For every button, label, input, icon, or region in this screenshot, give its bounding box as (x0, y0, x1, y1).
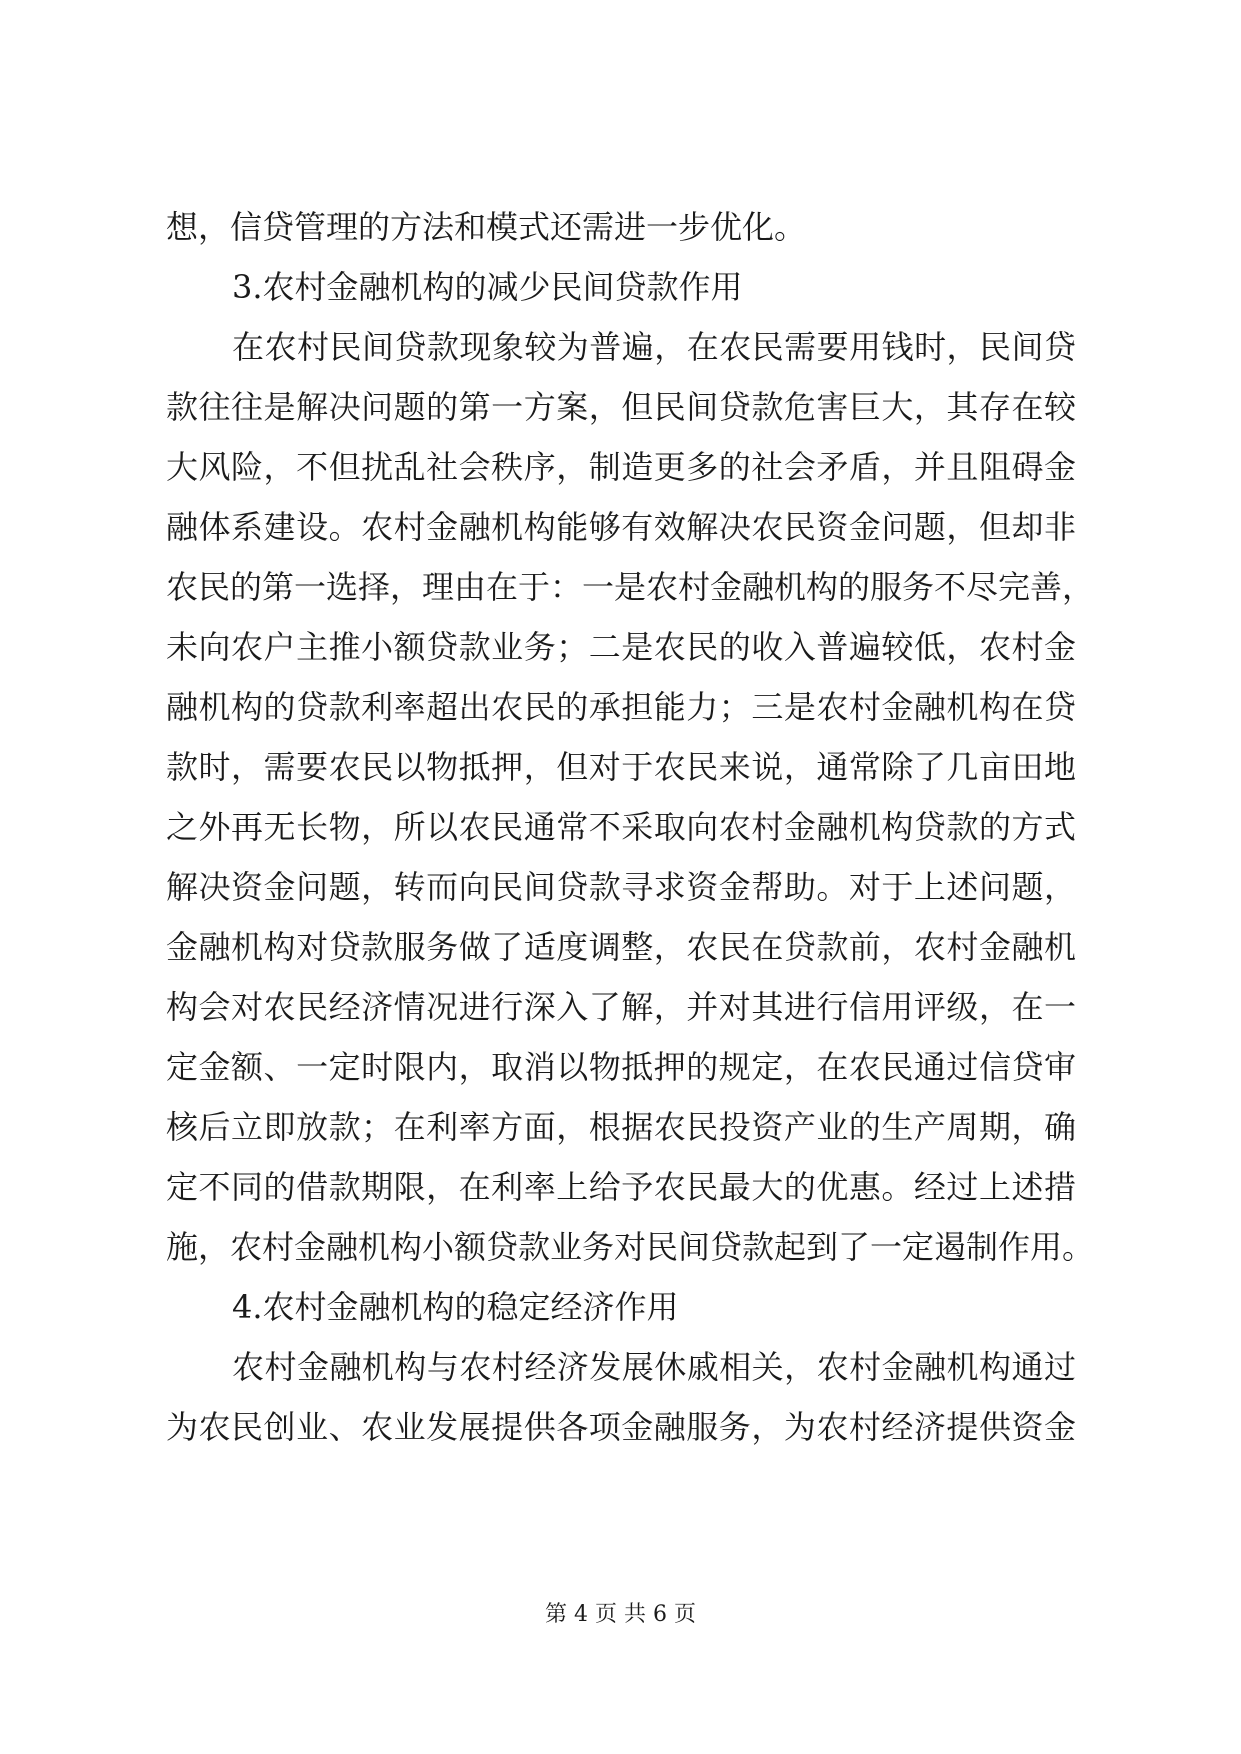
text-line: 4.农村金融机构的稳定经济作用 (232, 1288, 679, 1326)
text-line: 农村金融机构与农村经济发展休戚相关，农村金融机构通过 (232, 1348, 1076, 1386)
text-line: 款往往是解决问题的第一方案，但民间贷款危害巨大，其存在较 (166, 388, 1076, 426)
text-line: 解决资金问题，转而向民间贷款寻求资金帮助。对于上述问题， (166, 868, 1076, 906)
text-line: 施，农村金融机构小额贷款业务对民间贷款起到了一定遏制作用。 (166, 1228, 1095, 1266)
text-line: 金融机构对贷款服务做了适度调整，农民在贷款前，农村金融机 (166, 928, 1076, 966)
text-line: 之外再无长物，所以农民通常不采取向农村金融机构贷款的方式 (166, 808, 1076, 846)
text-line: 构会对农民经济情况进行深入了解，并对其进行信用评级，在一 (166, 988, 1076, 1026)
text-line: 融体系建设。农村金融机构能够有效解决农民资金问题，但却非 (166, 508, 1076, 546)
text-line: 大风险，不但扰乱社会秩序，制造更多的社会矛盾，并且阻碍金 (166, 448, 1076, 486)
text-line: 定金额、一定时限内，取消以物抵押的规定，在农民通过信贷审 (166, 1048, 1076, 1086)
text-line: 农民的第一选择，理由在于：一是农村金融机构的服务不尽完善， (166, 568, 1095, 606)
document-body (166, 197, 1095, 1457)
text-line: 想，信贷管理的方法和模式还需进一步优化。 (166, 208, 807, 246)
text-line: 在农村民间贷款现象较为普遍，在农民需要用钱时，民间贷 (232, 328, 1076, 366)
text-line: 融机构的贷款利率超出农民的承担能力；三是农村金融机构在贷 (166, 688, 1076, 726)
text-line: 3.农村金融机构的减少民间贷款作用 (232, 268, 743, 306)
text-line: 款时，需要农民以物抵押，但对于农民来说，通常除了几亩田地 (166, 748, 1076, 786)
page-footer: 第 4 页 共 6 页 (545, 1602, 696, 1627)
text-line: 核后立即放款；在利率方面，根据农民投资产业的生产周期，确 (166, 1108, 1076, 1146)
text-line: 定不同的借款期限，在利率上给予农民最大的优惠。经过上述措 (166, 1168, 1076, 1206)
text-line: 未向农户主推小额贷款业务；二是农民的收入普遍较低，农村金 (166, 628, 1076, 666)
text-line: 为农民创业、农业发展提供各项金融服务，为农村经济提供资金 (166, 1408, 1076, 1446)
